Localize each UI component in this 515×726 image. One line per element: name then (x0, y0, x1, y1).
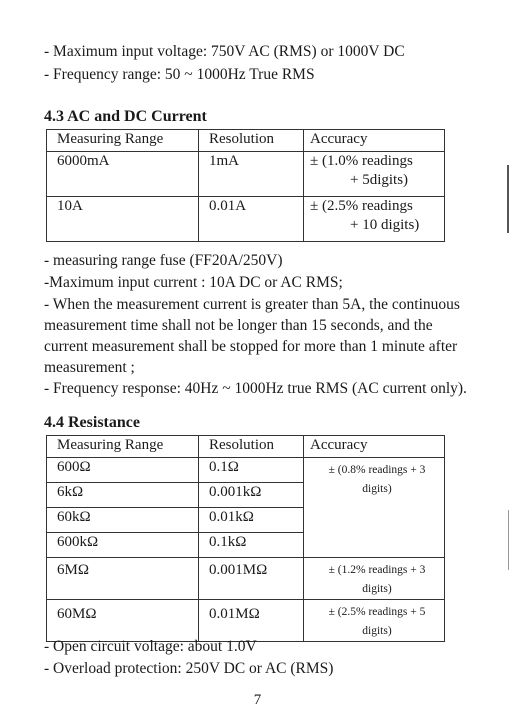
table-header-row (47, 130, 445, 152)
header-resolution: Resolution (199, 436, 304, 458)
open-circuit-note: - Open circuit voltage: about 1.0V (44, 638, 257, 655)
range-cell: 6MΩ (47, 558, 199, 600)
frequency-response-note: - Frequency response: 40Hz ~ 1000Hz true RMS (AC current only). (44, 380, 467, 397)
accuracy-cell (304, 558, 445, 600)
table-row (47, 197, 445, 242)
frequency-range-line: - Frequency range: 50 ~ 1000Hz True RMS (44, 66, 315, 83)
accuracy-line-2: digits) (362, 483, 392, 495)
accuracy-cell (304, 458, 445, 558)
page-number: 7 (253, 692, 262, 708)
resolution-cell: 0.1kΩ (199, 533, 304, 558)
section-heading-resistance: 4.4 Resistance (44, 414, 140, 431)
range-cell: 600Ω (47, 458, 199, 483)
header-measuring-range: Measuring Range (47, 436, 199, 458)
header-resolution: Resolution (199, 130, 304, 152)
header-accuracy: Accuracy (304, 436, 445, 458)
resolution-cell: 0.01kΩ (199, 508, 304, 533)
accuracy-line-1: ± (2.5% readings (310, 198, 413, 214)
header-accuracy: Accuracy (304, 130, 445, 152)
accuracy-cell (304, 197, 445, 242)
overload-protection-note: - Overload protection: 250V DC or AC (RMS) (44, 660, 334, 677)
table-row (47, 152, 445, 197)
range-cell: 60MΩ (47, 600, 199, 642)
table-row (47, 458, 445, 483)
table-header-row (47, 436, 445, 458)
accuracy-line-2: digits) (362, 583, 392, 595)
measurement-time-note-1: - When the measurement current is greater than 5A, the continuous (44, 296, 460, 313)
scan-edge-mark (508, 510, 509, 570)
accuracy-line-1: ± (1.2% readings + 3 (328, 564, 426, 576)
accuracy-line-2: digits) (362, 625, 392, 637)
accuracy-cell (304, 600, 445, 642)
scan-edge-mark (507, 165, 509, 233)
section-heading-current: 4.3 AC and DC Current (44, 108, 207, 125)
accuracy-line-2: + 5digits) (350, 172, 409, 188)
current-spec-table (46, 129, 445, 242)
header-measuring-range: Measuring Range (47, 130, 199, 152)
table-row (47, 600, 445, 642)
measurement-time-note-4: measurement ; (44, 359, 135, 376)
resolution-cell: 0.001kΩ (199, 483, 304, 508)
max-input-voltage-line: - Maximum input voltage: 750V AC (RMS) or 1000V DC (44, 43, 405, 60)
measurement-time-note-3: current measurement shall be stopped for more than 1 minute after (44, 338, 458, 355)
max-current-note: -Maximum input current : 10A DC or AC RMS; (44, 274, 343, 291)
accuracy-line-2: + 10 digits) (350, 217, 420, 233)
fuse-note: - measuring range fuse (FF20A/250V) (44, 252, 283, 269)
range-cell: 6kΩ (47, 483, 199, 508)
resistance-spec-table (46, 435, 445, 642)
resolution-cell: 1mA (199, 152, 304, 197)
resolution-cell: 0.01MΩ (199, 600, 304, 642)
accuracy-cell (304, 152, 445, 197)
range-cell: 10A (47, 197, 199, 242)
range-cell: 600kΩ (47, 533, 199, 558)
accuracy-line-1: ± (0.8% readings + 3 (328, 464, 426, 476)
resolution-cell: 0.001MΩ (199, 558, 304, 600)
accuracy-line-1: ± (2.5% readings + 5 (328, 606, 426, 618)
resolution-cell: 0.01A (199, 197, 304, 242)
table-row (47, 558, 445, 600)
resolution-cell: 0.1Ω (199, 458, 304, 483)
accuracy-line-1: ± (1.0% readings (310, 153, 413, 169)
measurement-time-note-2: measurement time shall not be longer than 15 seconds, and the (44, 317, 433, 334)
range-cell: 6000mA (47, 152, 199, 197)
range-cell: 60kΩ (47, 508, 199, 533)
